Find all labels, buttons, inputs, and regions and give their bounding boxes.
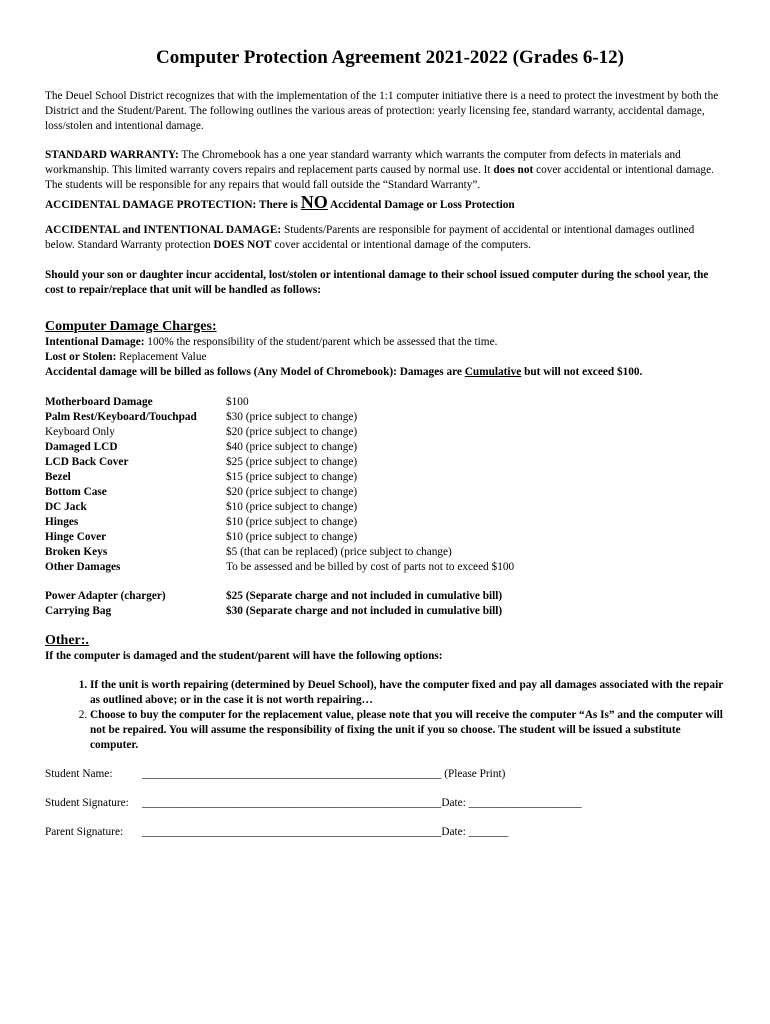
part-price: $40 (price subject to change) — [226, 441, 358, 453]
parts-row — [45, 395, 514, 410]
damage-charges-title: Computer Damage Charges: — [45, 319, 217, 334]
fee-row — [45, 589, 502, 604]
student-signature-field[interactable]: _____________________________________________________Date: ____________________ — [142, 797, 582, 809]
student-name-field[interactable]: _____________________________________________________ (Please Print) — [142, 768, 506, 780]
part-price: $100 — [226, 396, 249, 408]
parts-row — [45, 560, 514, 575]
fee-price: $30 (Separate charge and not included in cumulative bill) — [226, 605, 503, 617]
parts-price-table — [45, 395, 514, 575]
lost-stolen-line: Lost or Stolen: Replacement Value — [45, 351, 207, 363]
parts-row — [45, 515, 514, 530]
parts-row — [45, 545, 514, 560]
part-price: To be assessed and be billed by cost of parts not to exceed $100 — [226, 561, 515, 573]
signature-section — [45, 767, 725, 840]
document-page — [45, 46, 725, 854]
document-title: Computer Protection Agreement 2021-2022 (Grades 6-12) — [155, 47, 625, 68]
fee-name: Power Adapter (charger) — [45, 590, 166, 602]
part-price: $15 (price subject to change) — [226, 471, 358, 483]
part-price: $25 (price subject to change) — [226, 456, 358, 468]
no-emphasis: NO — [300, 192, 328, 212]
standard-warranty-heading: STANDARD WARRANTY: — [45, 149, 179, 161]
parts-row — [45, 455, 514, 470]
accidental-billing-line: Accidental damage will be billed as follows (Any Model of Chromebook): Damages are Cumulative but will not exceed $100. — [45, 366, 643, 378]
parent-signature-label: Parent Signature: — [45, 826, 124, 838]
fee-name: Carrying Bag — [45, 605, 112, 617]
part-name: Broken Keys — [45, 546, 108, 558]
student-name-label: Student Name: — [45, 768, 113, 780]
damage-charges-section — [45, 319, 725, 619]
parts-row — [45, 485, 514, 500]
fee-price: $25 (Separate charge and not included in cumulative bill) — [226, 590, 503, 602]
parts-row — [45, 410, 514, 425]
part-name: Motherboard Damage — [45, 396, 153, 408]
student-signature-label: Student Signature: — [45, 797, 129, 809]
part-price: $30 (price subject to change) — [226, 411, 358, 423]
parts-row — [45, 530, 514, 545]
part-name: Hinge Cover — [45, 531, 107, 543]
option-item-1: 1. If the unit is worth repairing (determined by Deuel School), have the computer fixed and pay all damages associated with the repair as outlined above; or in the case it is not worth repairing… — [90, 678, 725, 708]
part-price: $5 (that can be replaced) (price subject to change) — [226, 546, 452, 558]
options-list — [45, 678, 725, 753]
part-name: Hinges — [45, 516, 79, 528]
parent-signature-field[interactable]: _____________________________________________________Date: _______ — [142, 826, 509, 838]
part-price: $10 (price subject to change) — [226, 516, 358, 528]
intentional-damage-line: Intentional Damage: 100% the responsibility of the student/parent which be assessed that the time. — [45, 336, 498, 348]
part-price: $10 (price subject to change) — [226, 531, 358, 543]
intro-paragraph: The Deuel School District recognizes that with the implementation of the 1:1 computer initiative there is a need to protect the investment by both the District and the Student/Parent. The following outlines the various areas of protection: yearly licensing fee, standard warranty, accidental damage, loss/stolen and intentional damage. — [45, 90, 719, 132]
parts-row — [45, 425, 514, 440]
standard-warranty-paragraph: STANDARD WARRANTY: The Chromebook has a one year standard warranty which warrants the computer from defects in materials and workmanship. This limited warranty covers repairs and replacement parts caused by normal use. It does not cover accidental or intentional damage. The students will be responsible for any repairs that would fall outside the “Standard Warranty”. — [45, 149, 714, 191]
student-signature-row — [45, 796, 725, 811]
part-name: Palm Rest/Keyboard/Touchpad — [45, 411, 197, 423]
accidental-intentional-paragraph: ACCIDENTAL and INTENTIONAL DAMAGE: Students/Parents are responsible for payment of accidental or intentional damages outlined below. Standard Warranty protection DOES NOT cover accidental or intentional damage of the computers. — [45, 224, 695, 251]
parts-row — [45, 500, 514, 515]
parent-signature-row — [45, 825, 725, 840]
part-name: Keyboard Only — [45, 426, 115, 438]
part-name: Damaged LCD — [45, 441, 118, 453]
responsibility-notice: Should your son or daughter incur accidental, lost/stolen or intentional damage to their school issued computer during the school year, the cost to repair/replace that unit will be handled as follows: — [45, 269, 709, 296]
part-name: Other Damages — [45, 561, 121, 573]
part-price: $10 (price subject to change) — [226, 501, 358, 513]
other-options-section — [45, 633, 725, 753]
other-lead: If the computer is damaged and the student/parent will have the following options: — [45, 650, 443, 662]
accessory-fees-table — [45, 589, 502, 619]
accidental-protection-line: ACCIDENTAL DAMAGE PROTECTION: There is NO Accidental Damage or Loss Protection — [45, 192, 515, 212]
other-title: Other:. — [45, 633, 89, 648]
fee-row — [45, 604, 502, 619]
parts-row — [45, 440, 514, 455]
part-name: Bezel — [45, 471, 71, 483]
part-name: DC Jack — [45, 501, 87, 513]
part-name: LCD Back Cover — [45, 456, 129, 468]
parts-row — [45, 470, 514, 485]
part-price: $20 (price subject to change) — [226, 426, 358, 438]
student-name-row — [45, 767, 725, 782]
part-price: $20 (price subject to change) — [226, 486, 358, 498]
option-item-2: 2. Choose to buy the computer for the replacement value, please note that you will receive the computer “As Is” and the computer will not be repaired. You will assume the responsibility of fixing the unit if you so choose. The student will be issued a substitute computer. — [90, 708, 725, 753]
part-name: Bottom Case — [45, 486, 107, 498]
